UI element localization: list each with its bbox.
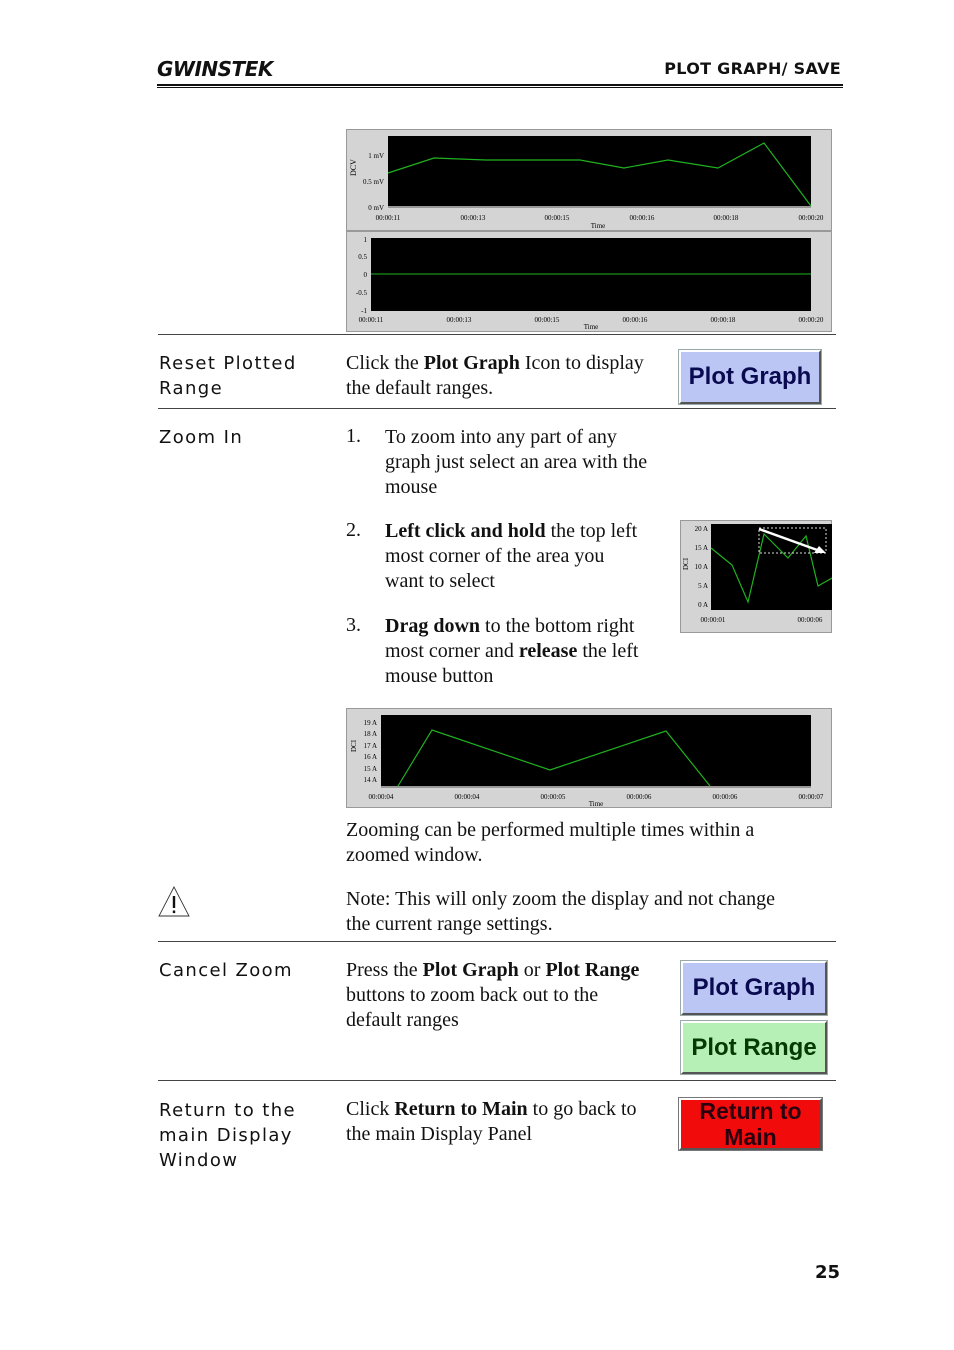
step-number: 1. <box>346 425 361 447</box>
zoom-in-label: Zoom In <box>159 427 244 448</box>
top-xtick: 00:00:18 <box>713 214 739 222</box>
second-ytick: 0 <box>363 271 367 279</box>
zoom-xtick: 00:00:06 <box>712 793 738 801</box>
small-ylabel: DCI <box>682 557 690 570</box>
step-3-text: Drag down to the bottom right most corner and release the left mouse button <box>385 615 639 687</box>
second-ytick: 0.5 <box>358 253 367 261</box>
small-ytick: 0 A <box>698 601 708 609</box>
zoom-xtick: 00:00:05 <box>540 793 566 801</box>
small-ytick: 5 A <box>698 582 708 590</box>
small-xtick: 00:00:01 <box>700 616 726 624</box>
step-2-text: Left click and hold the top left most corner of the area you want to select <box>385 520 638 592</box>
top-xtick: 00:00:13 <box>460 214 486 222</box>
top-xtick: 00:00:20 <box>798 214 824 222</box>
top-xlabel: Time <box>590 222 606 230</box>
section-title: PLOT GRAPH/ SAVE <box>664 59 841 78</box>
second-xtick: 00:00:20 <box>798 316 824 324</box>
top-xtick: 00:00:16 <box>629 214 655 222</box>
brand-logo: GWINSTEK <box>157 57 273 81</box>
zoom-xlabel: Time <box>588 800 604 808</box>
zoom-ylabel: DCI <box>350 739 358 752</box>
second-ytick: 1 <box>363 236 367 244</box>
divider <box>158 941 836 942</box>
plot-screenshot-top <box>346 129 832 332</box>
zoom-xtick: 00:00:06 <box>626 793 652 801</box>
zoomed-plot-screenshot <box>346 708 832 808</box>
header-rule <box>157 84 843 88</box>
step-number: 2. <box>346 519 361 541</box>
plot-area-1 <box>388 136 811 206</box>
zoom-note: Note: This will only zoom the display and not change the current range settings. <box>346 888 776 935</box>
top-ytick: 1 mV <box>368 152 384 160</box>
small-ytick: 15 A <box>694 544 708 552</box>
zoom-ytick: 18 A <box>363 730 377 738</box>
plot-range-button[interactable]: Plot Range <box>681 1021 827 1074</box>
top-ylabel: DCV <box>349 159 358 176</box>
plot-graph-button[interactable]: Plot Graph <box>679 350 821 404</box>
zoom-ytick: 15 A <box>363 765 377 773</box>
zoom-ytick: 14 A <box>363 776 377 784</box>
zoom-xtick: 00:00:07 <box>798 793 824 801</box>
zoom-plot-area <box>381 715 811 786</box>
zoom-xtick: 00:00:04 <box>454 793 480 801</box>
page-number: 25 <box>814 1262 840 1283</box>
zoom-repeat-text: Zooming can be performed multiple times within a zoomed window. <box>346 819 755 866</box>
small-xtick: 00:00:06 <box>797 616 823 624</box>
zoom-ytick: 16 A <box>363 753 377 761</box>
zoom-ytick: 17 A <box>363 742 377 750</box>
return-to-main-button[interactable]: Return to Main <box>679 1098 822 1150</box>
second-xtick: 00:00:18 <box>710 316 736 324</box>
small-ytick: 10 A <box>694 563 708 571</box>
second-xlabel: Time <box>583 323 599 331</box>
reset-label: Reset Plotted Range <box>159 353 297 399</box>
top-ytick: 0.5 mV <box>363 178 384 186</box>
reset-text: Click the Plot Graph Icon to display the default ranges. <box>346 352 644 399</box>
second-ytick: -1 <box>361 307 367 315</box>
plot-graph-button[interactable]: Plot Graph <box>681 961 827 1015</box>
divider <box>158 334 836 335</box>
warning-icon <box>158 886 190 918</box>
second-xtick: 00:00:15 <box>534 316 560 324</box>
cancel-zoom-label: Cancel Zoom <box>159 960 293 981</box>
second-xtick: 00:00:13 <box>446 316 472 324</box>
small-ytick: 20 A <box>694 525 708 533</box>
second-xtick: 00:00:11 <box>358 316 384 324</box>
step-number: 3. <box>346 614 361 636</box>
step-1-text: To zoom into any part of any graph just select an area with the mouse <box>385 426 648 498</box>
selection-screenshot <box>680 520 832 633</box>
return-text: Click Return to Main to go back to the main Display Panel <box>346 1098 637 1145</box>
divider <box>158 1080 836 1081</box>
cancel-zoom-text: Press the Plot Graph or Plot Range buttons to zoom back out to the default ranges <box>346 959 640 1031</box>
zoom-xtick: 00:00:04 <box>368 793 394 801</box>
top-xtick: 00:00:15 <box>544 214 570 222</box>
return-label: Return to the main Display Window <box>159 1100 296 1171</box>
second-xtick: 00:00:16 <box>622 316 648 324</box>
zoom-ytick: 19 A <box>363 719 377 727</box>
divider <box>158 408 836 409</box>
top-xtick: 00:00:11 <box>375 214 401 222</box>
second-ytick: -0.5 <box>355 289 367 297</box>
top-ytick: 0 mV <box>368 204 384 212</box>
